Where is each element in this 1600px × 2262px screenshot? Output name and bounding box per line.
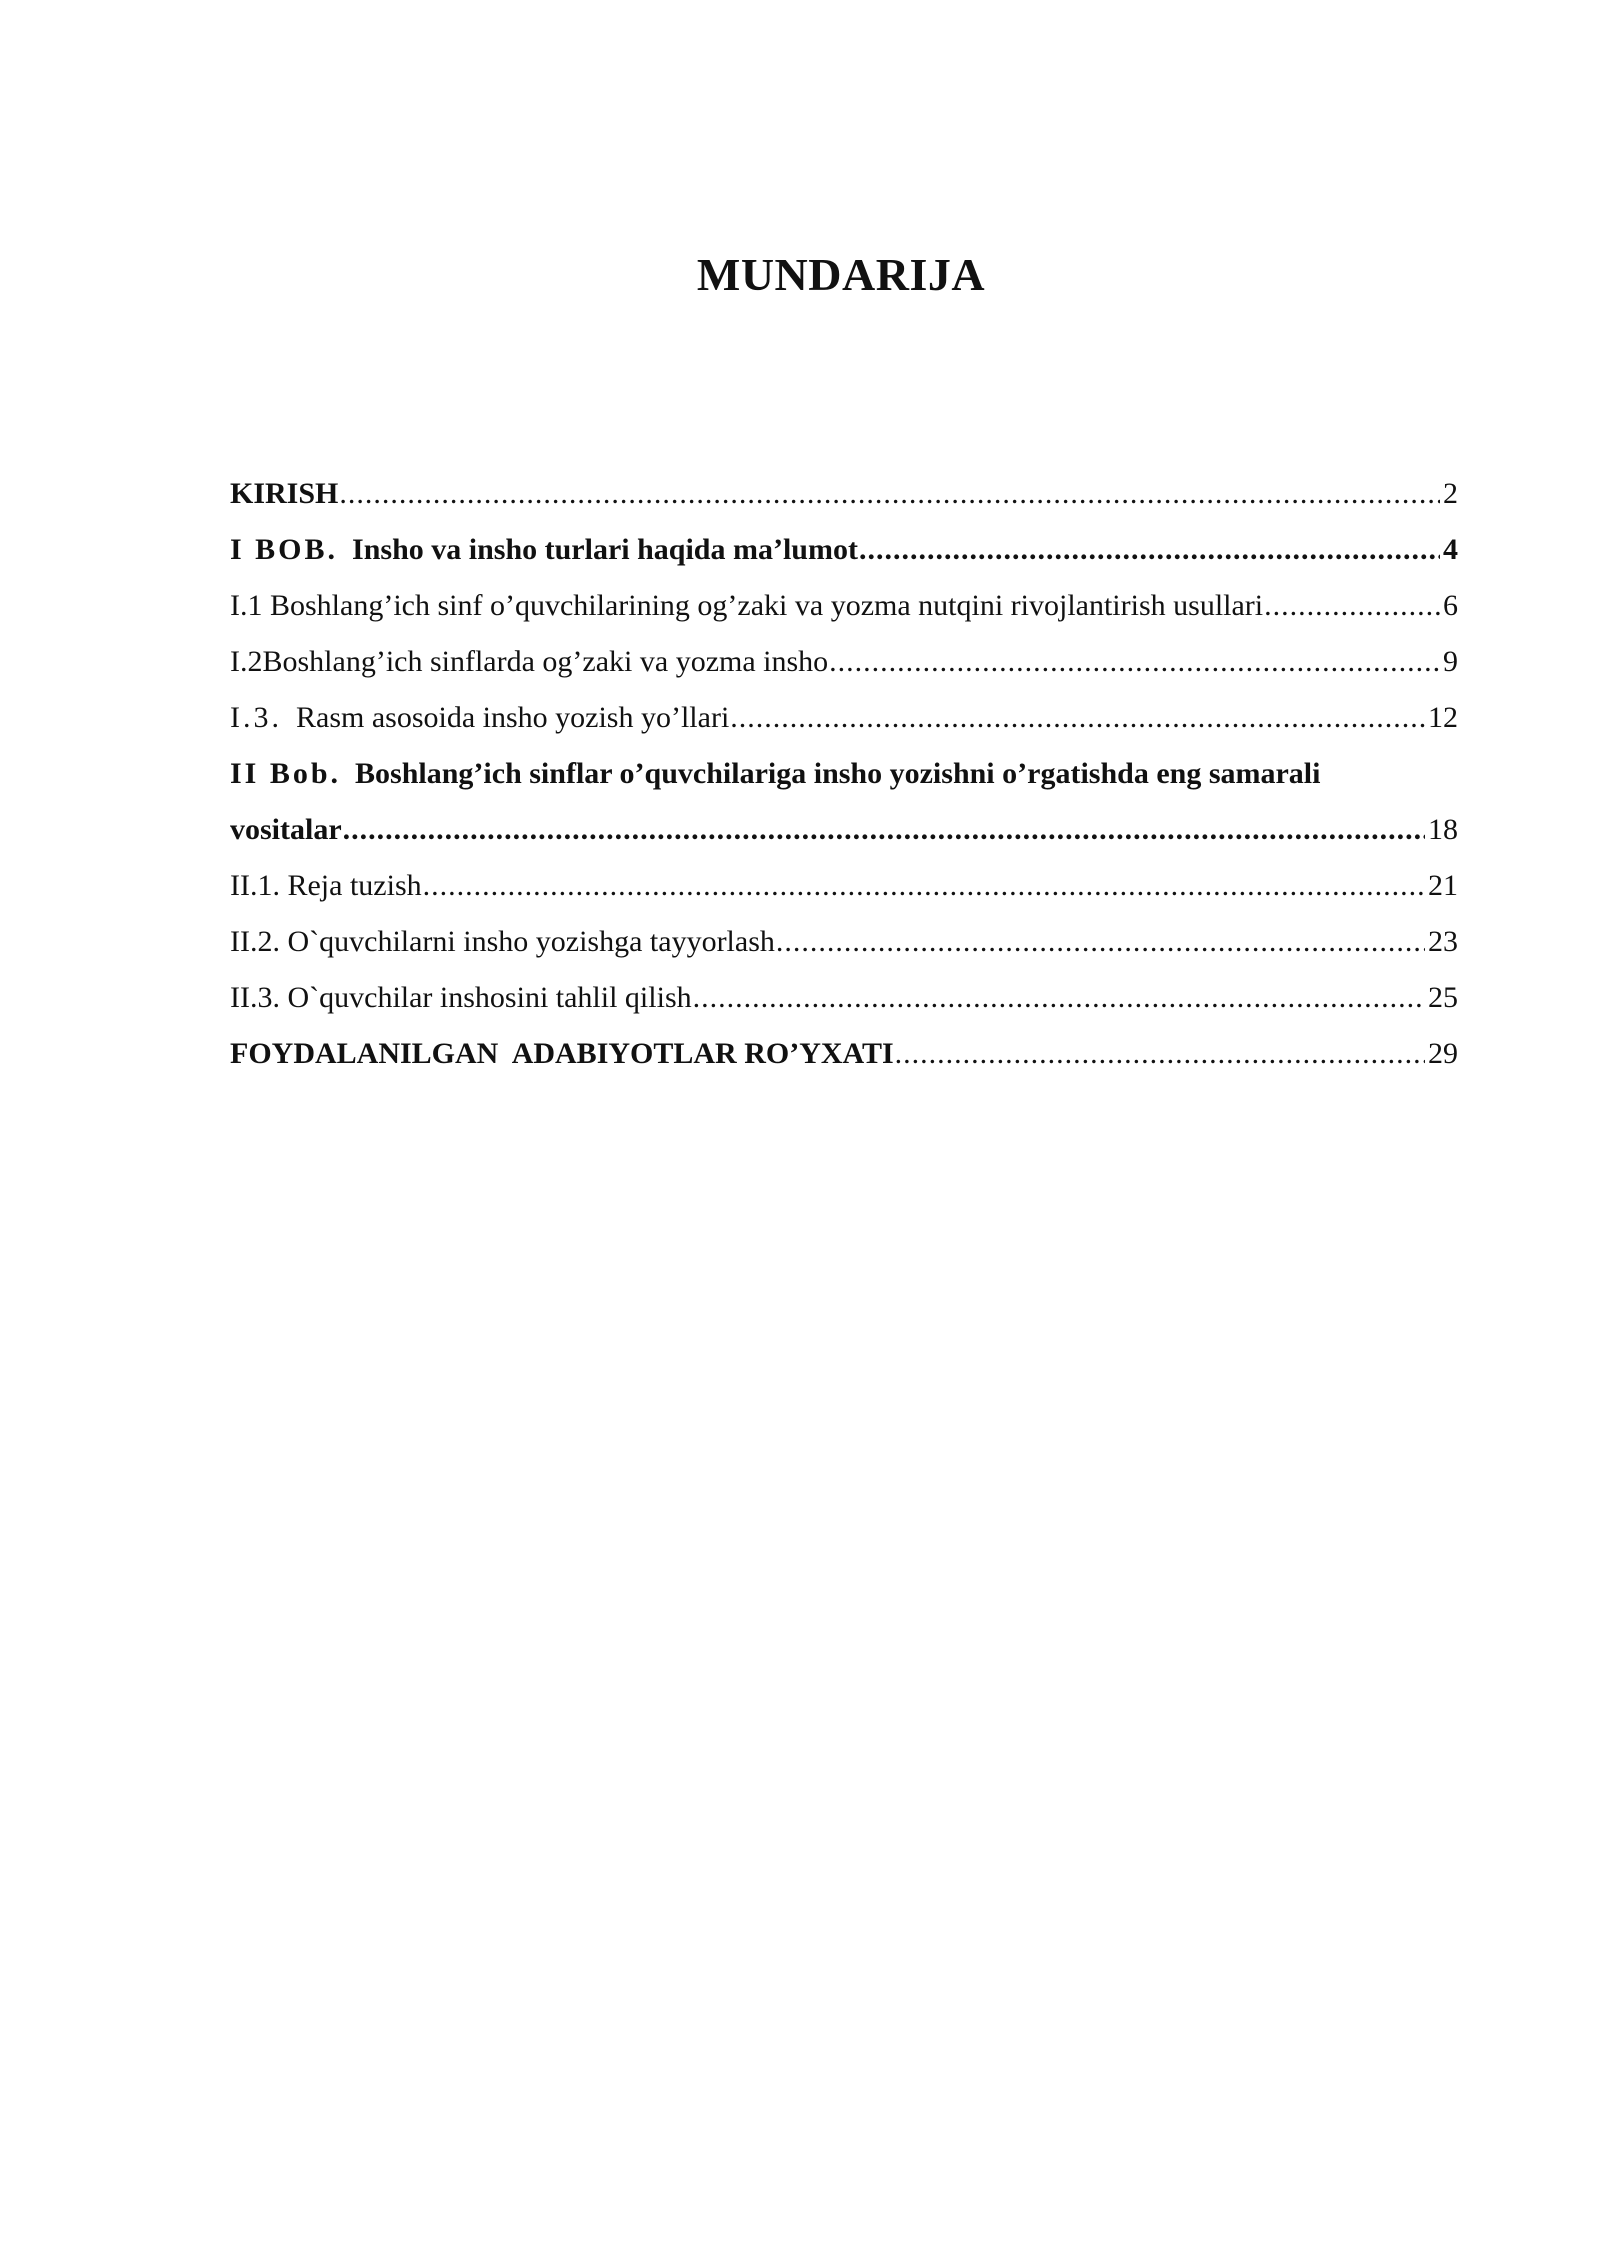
toc-leader-dots xyxy=(829,634,1440,690)
toc-entry-page: 21 xyxy=(1428,869,1458,902)
toc-entry-page: 29 xyxy=(1428,1037,1458,1070)
toc-entry-page: 25 xyxy=(1428,981,1458,1014)
toc-leader-dots xyxy=(1264,578,1440,634)
toc-leader-dots xyxy=(343,802,1425,858)
toc-leader-dots xyxy=(895,1026,1425,1082)
toc-leader-dots xyxy=(423,858,1425,914)
toc-leader-dots xyxy=(776,914,1425,970)
toc-leader-dots xyxy=(730,690,1425,746)
toc-entry-page: 4 xyxy=(1443,533,1458,566)
toc-entry-chapter-2-line-2[interactable] xyxy=(230,802,1458,858)
toc-entry-section-2-1[interactable] xyxy=(230,858,1458,914)
toc-entry-chapter-2-line-1[interactable] xyxy=(230,746,1458,802)
toc-entry-section-2-2[interactable] xyxy=(230,914,1458,970)
toc-entry-chapter-1[interactable] xyxy=(230,522,1458,578)
toc-entry-label: Boshlang’ich sinflar o’quvchilariga insho yozishni o’rgatishda eng samarali xyxy=(355,757,1321,790)
toc-entry-label: II.2. O`quvchilarni insho yozishga tayyorlash xyxy=(230,925,775,958)
toc-leader-dots xyxy=(693,970,1425,1026)
table-of-contents xyxy=(230,466,1458,1082)
toc-entry-page: 6 xyxy=(1443,589,1458,622)
toc-entry-section-1-1[interactable] xyxy=(230,578,1458,634)
toc-entry-label: vositalar xyxy=(230,813,342,846)
toc-entry-label: Insho va insho turlari haqida ma’lumot xyxy=(352,533,858,566)
toc-entry-section-1-3[interactable] xyxy=(230,690,1458,746)
toc-entry-label: I.2Boshlang’ich sinflarda og’zaki va yozma insho xyxy=(230,645,829,678)
toc-leader-dots xyxy=(859,522,1440,578)
toc-entry-section-1-2[interactable] xyxy=(230,634,1458,690)
toc-entry-label: KIRISH xyxy=(230,477,339,510)
toc-entry-kirish[interactable] xyxy=(230,466,1458,522)
toc-entry-label: II.1. Reja tuzish xyxy=(230,869,422,902)
page-title: MUNDARIJA xyxy=(696,249,986,300)
toc-entry-prefix: I BOB. xyxy=(230,533,339,566)
toc-entry-label: I.1 Boshlang’ich sinf o’quvchilarining og’zaki va yozma nutqini rivojlantirish usullari xyxy=(230,589,1264,622)
toc-entry-prefix: II Bob. xyxy=(230,757,342,790)
toc-entry-label: FOYDALANILGAN ADABIYOTLAR RO’YXATI xyxy=(230,1037,894,1070)
toc-entry-label: II.3. O`quvchilar inshosini tahlil qilish xyxy=(230,981,692,1014)
toc-entry-page: 18 xyxy=(1428,813,1458,846)
toc-entry-label: Rasm asosoida insho yozish yo’llari xyxy=(296,701,730,734)
toc-entry-page: 12 xyxy=(1428,701,1458,734)
toc-leader-dots xyxy=(339,466,1440,522)
toc-entry-page: 23 xyxy=(1428,925,1458,958)
toc-entry-page: 9 xyxy=(1443,645,1458,678)
toc-entry-references[interactable] xyxy=(230,1026,1458,1082)
toc-entry-section-2-3[interactable] xyxy=(230,970,1458,1026)
toc-entry-prefix: I.3. xyxy=(230,701,282,734)
toc-entry-page: 2 xyxy=(1443,477,1458,510)
